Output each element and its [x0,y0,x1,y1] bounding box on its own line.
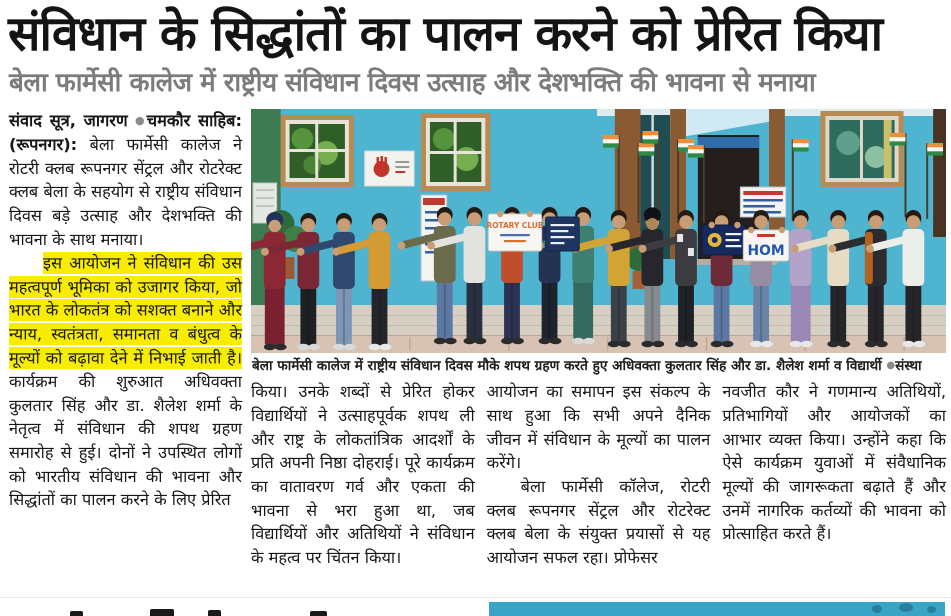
next-row-cutoff [0,597,951,616]
column-4 [722,380,946,570]
column-4-text: नवजीत कौर ने गणमान्य अतिथियों, प्रतिभागियों और आयोजकों का आभार व्यक्त किया। उन्होंने कहा कि ऐसे कार्यक्रम युवाओं में संवैधानिक मूल्यों की जागरूकता बढ़ाते हैं और उनमें नागरिक कर्तव्यों की भावना को प्रोत्साहित करते हैं। [722,382,947,544]
second-paragraph [9,251,242,512]
next-headline-fragment [150,609,174,616]
next-headline-fragment [310,611,327,616]
photo-and-columns [251,109,946,570]
column-3 [487,380,711,570]
photo-caption [251,353,946,376]
college-building-photo [251,109,946,353]
window-right [820,111,903,187]
byline-credit: संवाद सूत्र, जागरण [9,111,128,131]
window-mid [421,113,490,191]
next-headline-fragment [208,610,221,616]
dateline-bullet-icon: ● [135,114,147,128]
placard-rotary-flag [702,222,745,255]
lead-paragraph [9,109,242,251]
lead-text: बेला फार्मेसी कालेज ने रोटरी क्लब रूपनगर सेंट्रल और रोटरेक्ट क्लब बेला के सहयोग से राष्ट्रीय संविधान दिवस बड़े उत्साह और देशभक्ति की भावना के साथ मनाया। [9,134,242,249]
placard-rotary-club [487,211,544,251]
column-2 [251,380,475,570]
lower-columns [251,376,946,570]
svg-text:HOM: HOM [747,243,785,260]
column-3-para1: आयोजन का समापन इस संकल्प के साथ हुआ कि सभी अपने दैनिक जीवन में संविधान के मूल्यों का पालन करेंगे। [486,382,711,473]
window-left [281,115,354,187]
article-body [0,104,951,570]
awareness-poster [365,151,414,186]
caption-credit: संस्था [895,358,922,375]
next-photo-strip [489,602,945,616]
paragraph-continuation: कार्यक्रम की शुरुआत अधिवक्ता कुलतार सिंह और डा. शैलेश शर्मा के नेतृत्व में संविधान की शपथ ग्रहण समारोह से हुई। दोनों ने उपस्थित लोगों को भारतीय संविधान की भावना और सिद्धांतों का पालन करने के लिए प्रेरित [9,371,242,510]
column-3-para2: बेला फार्मेसी कॉलेज, रोटरी क्लब रूपनगर सेंट्रल और रोटरेक्ट क्लब बेला के संयुक्त प्रयासों से यह आयोजन सफल रहा। प्रोफेसर [486,476,711,568]
svg-text:ROTARY CLUB: ROTARY CLUB [486,221,544,231]
article-subheadline: बेला फार्मेसी कालेज में राष्ट्रीय संविधान दिवस उत्साह और देशभक्ति की भावना से मनाया [9,68,816,99]
highlighted-sentence: इस आयोजन ने संविधान की उस महत्वपूर्ण भूमिका को उजागर किया, जो भारत के लोकतंत्र को सशक्त बनाने और न्याय, स्वतंत्रता, समानता व बंधुत्व के मूल्यों को बढ़ावा देने में निभाई जाती है। [9,253,242,368]
article-headline: संविधान के सिद्धांतों का पालन करने को प्रेरित किया [8,6,883,62]
placard-navy-small [546,217,580,251]
credit-bullet-icon: ● [886,360,896,372]
news-photo [251,109,946,353]
placard-hom [743,227,788,261]
byline-dateline: चमकौर साहिब:(रूपनगर): [9,111,242,154]
red-hand-icon [374,161,390,177]
column-1 [9,109,242,512]
caption-text: बेला फार्मेसी कालेज में राष्ट्रीय संविधान दिवस मौके शपथ ग्रहण करते हुए अधिवक्ता कुलतार सिंह और डा. शैलेश शर्मा व विद्यार्थी [252,358,882,375]
next-headline-fragment [70,611,83,616]
column-2-text: किया। उनके शब्दों से प्रेरित होकर विद्यार्थियों ने उत्साहपूर्वक शपथ ली और राष्ट्र के लोकतांत्रिक आदर्शों के प्रति अपनी निष्ठा दोहराई। पूरे कार्यक्रम का वातावरण गर्व और एकता की भावना से भरा हुआ था, जब विद्यार्थियों और अतिथियों ने संविधान के महत्व पर चिंतन किया। [251,382,475,568]
